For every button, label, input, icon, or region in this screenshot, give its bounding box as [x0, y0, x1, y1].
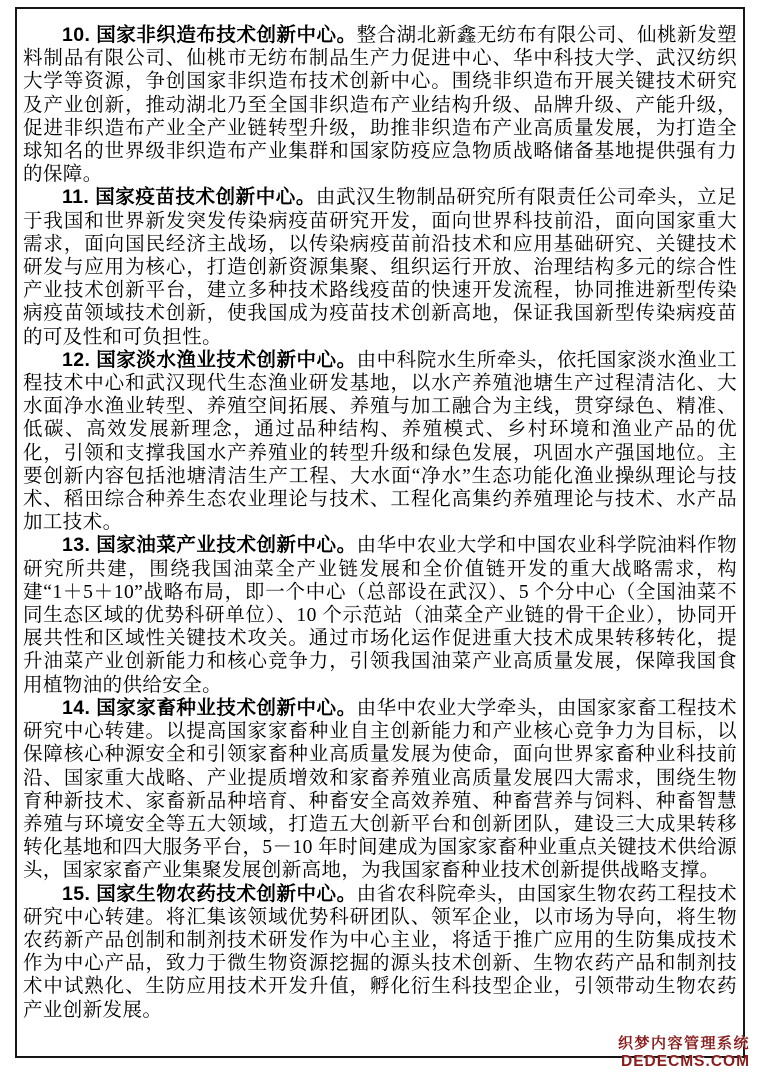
- paragraph-10: [23, 24, 737, 186]
- paragraph-11: [23, 186, 737, 348]
- paragraph-15: [23, 883, 737, 1022]
- paragraph-10-heading: 10. 国家非织造布技术创新中心。: [62, 24, 357, 46]
- paragraph-13: [23, 534, 737, 696]
- watermark-chinese-text: 织梦内容管理系统: [617, 1035, 750, 1053]
- paragraph-15-heading: 15. 国家生物农药技术创新中心。: [62, 882, 357, 905]
- paragraph-11-body: 由武汉生物制品研究所有限责任公司牵头，立足于我国和世界新发突发传染病疫苗研究开发，面向世界科技前沿，面向国家重大需求，面向国民经济主战场，以传染病疫苗前沿技术和应用基础研究、关键技术研发与应用为核心，打造创新资源集聚、组织运行开放、治理结构多元的综合性产业技术创新平台，建立多种技术路线疫苗的快速开发流程，协同推进新型传染病疫苗领域技术创新，使我国成为疫苗技术创新高地，保证我国新型传染病疫苗的可及性和可负担性。: [23, 187, 738, 348]
- paragraph-15-body: 由省农科院牵头，由国家生物农药工程技术研究中心转建。将汇集该领域优势科研团队、领军企业，以市场为导向，将生物农药新产品创制和制剂技术研发作为中心主业，将适于推广应用的生防集成技术作为中心产品，致力于微生物资源挖掘的源头技术创新、生物农药产品和制剂技术中试熟化、生防应用技术开发升值，孵化衍生科技型企业，引领带动生物农药产业创新发展。: [23, 883, 737, 1021]
- paragraph-14: [23, 697, 737, 883]
- paragraph-12-body: 由中科院水生所牵头，依托国家淡水渔业工程技术中心和武汉现代生态渔业研发基地，以水产养殖池塘生产过程清洁化、大水面净水渔业转型、养殖空间拓展、养殖与加工融合为主线，贯穿绿色、精准、低碳、高效发展新理念，通过品种结构、养殖模式、乡村环境和渔业产品的优化，引领和支撑我国水产养殖业的转型升级和绿色发展，巩固水产强国地位。主要创新内容包括池塘清洁生产工程、大水面“净水”生态功能化渔业操纵理论与技术、稻田综合种养生态农业理论与技术、工程化高集约养殖理论与技术、水产品加工技术。: [23, 349, 737, 534]
- document-page: [15, 7, 745, 1058]
- paragraph-13-body: 由华中农业大学和中国农业科学院油料作物研究所共建，围绕我国油菜全产业链发展和全价值链开发的重大战略需求，构建“1＋5＋10”战略布局，即一个中心（总部设在武汉）、5 个分中心（全国油菜不同生态区域的优势科研单位）、10 个示范站（油菜全产业链的骨干企业），协同开展共性和区域性关键技术攻关。通过市场化运作促进重大技术成果转移转化，提升油菜产业创新能力和核心竞争力，引领我国油菜产业高质量发展，保障我国食用植物油的供给安全。: [23, 535, 737, 696]
- paragraph-14-heading: 14. 国家家畜种业技术创新中心。: [62, 696, 357, 719]
- watermark-domain-text: DEDECMS.COM: [621, 1052, 750, 1070]
- paragraph-14-body: 由华中农业大学牵头，由国家家畜工程技术研究中心转建。以提高国家家畜种业自主创新能力和产业核心竞争力为目标，以保障核心种源安全和引领家畜种业高质量发展为使命，面向世界家畜种业科技前沿、国家重大战略、产业提质增效和家畜养殖业高质量发展四大需求，围绕生物育种新技术、家畜新品种培育、种畜安全高效养殖、种畜营养与饲料、种畜智慧养殖与环境安全等五大领域，打造五大创新平台和创新团队，建设三大成果转移转化基地和四大服务平台，5－10 年时间建成为国家家畜种业重点关键技术供给源头，国家家畜产业集聚发展创新高地，为我国家畜种业技术创新提供战略支撑。: [23, 697, 737, 882]
- paragraph-11-heading: 11. 国家疫苗技术创新中心。: [62, 186, 316, 209]
- dedecms-watermark: [618, 1035, 750, 1071]
- paragraph-12-heading: 12. 国家淡水渔业技术创新中心。: [62, 348, 357, 371]
- paragraph-12: [23, 349, 737, 535]
- paragraph-13-heading: 13. 国家油菜产业技术创新中心。: [62, 534, 357, 557]
- paragraph-10-body: 整合湖北新鑫无纺布有限公司、仙桃新发塑料制品有限公司、仙桃市无纺布制品生产力促进中心、华中科技大学、武汉纺织大学等资源，争创国家非织造布技术创新中心。围绕非织造布开展关键技术研究及产业创新，推动湖北乃至全国非织造布产业结构升级、品牌升级、产能升级，促进非织造布产业全产业链转型升级，助推非织造布产业高质量发展，为打造全球知名的世界级非织造布产业集群和国家防疫应急物质战略储备基地提供强有力的保障。: [23, 25, 737, 186]
